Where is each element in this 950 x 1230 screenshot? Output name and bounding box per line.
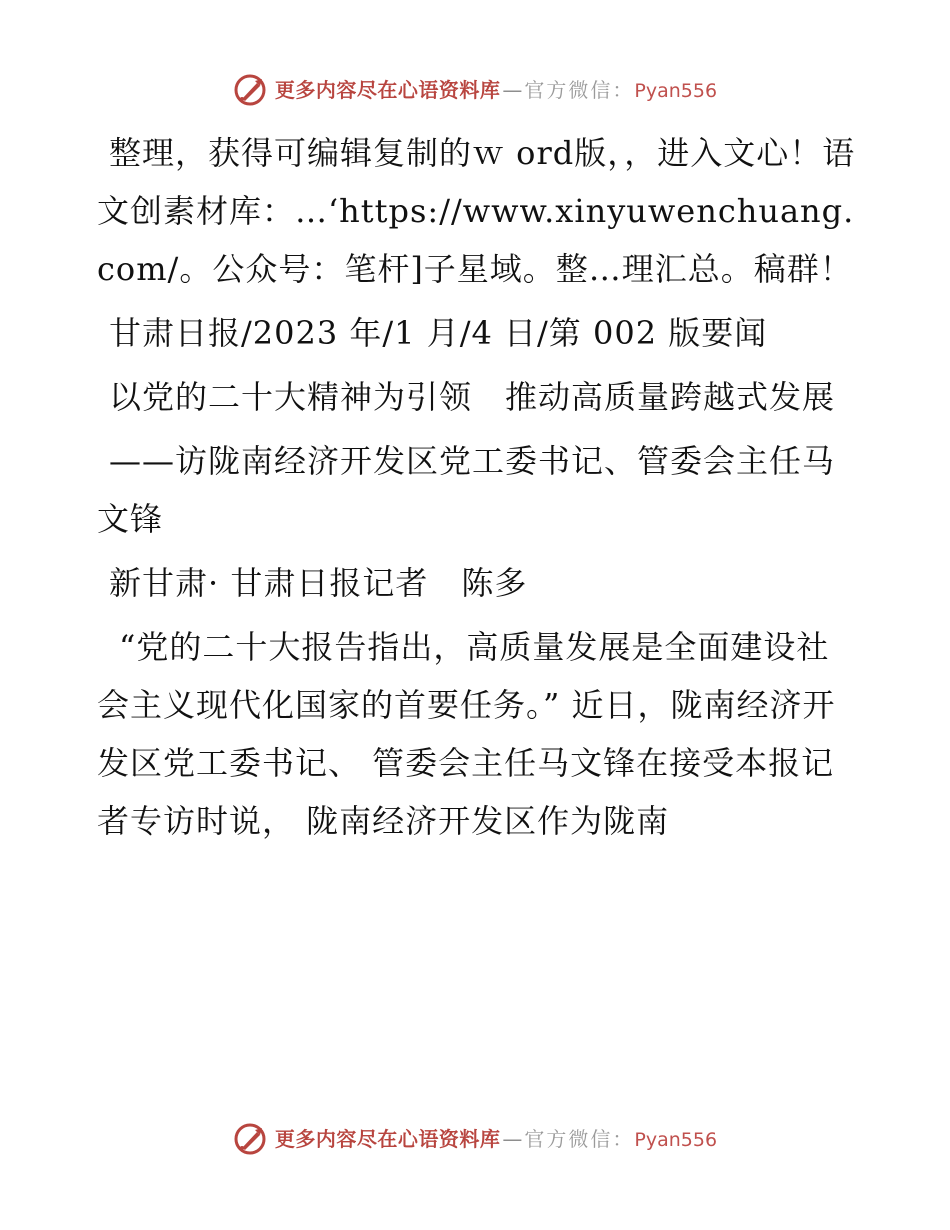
banner-main-text: 更多内容尽在心语资料库 [274, 1126, 501, 1151]
banner-text [274, 1126, 718, 1151]
header-banner [0, 70, 950, 110]
footer-banner [0, 1119, 950, 1159]
banner-main-text: 更多内容尽在心语资料库 [274, 77, 501, 102]
banner-contact-label: 官方微信： [524, 77, 635, 102]
banner-contact-id: Pyan556 [634, 1128, 718, 1151]
source-line: 甘肃日报/2023 年/1 月/4 日/第 002 版要闻 [109, 314, 768, 352]
banner-contact-id: Pyan556 [634, 79, 718, 102]
intro-note: 整理，获得可编辑复制的ｗ ord版，，进入文心！语文创素材库：…‘https://www.xinyuwenchuang.com/。公众号：笔杆]子星域。整…理汇总。稿群！ [97, 134, 856, 288]
quill-logo-icon [233, 73, 267, 107]
headline: 以党的二十大精神为引领 推动高质量跨越式发展 [109, 378, 836, 416]
subheadline: ——访陇南经济开发区党工委书记、管委会主任马文锋 [97, 442, 836, 538]
byline: 新甘肃· 甘肃日报记者 陈多 [109, 564, 528, 602]
banner-text [274, 77, 718, 102]
banner-dash: — [502, 77, 523, 102]
quill-logo-icon [233, 1122, 267, 1156]
body-paragraph: “党的二十大报告指出，高质量发展是全面建设社会主义现代化国家的首要任务。” 近日，陇南经济开发区党工委书记、 管委会主任马文锋在接受本报记者专访时说， 陇南经济开发区作为陇南 [97, 628, 836, 840]
banner-dash: — [502, 1126, 523, 1151]
banner-contact-label: 官方微信： [524, 1126, 635, 1151]
document-body [97, 124, 857, 856]
